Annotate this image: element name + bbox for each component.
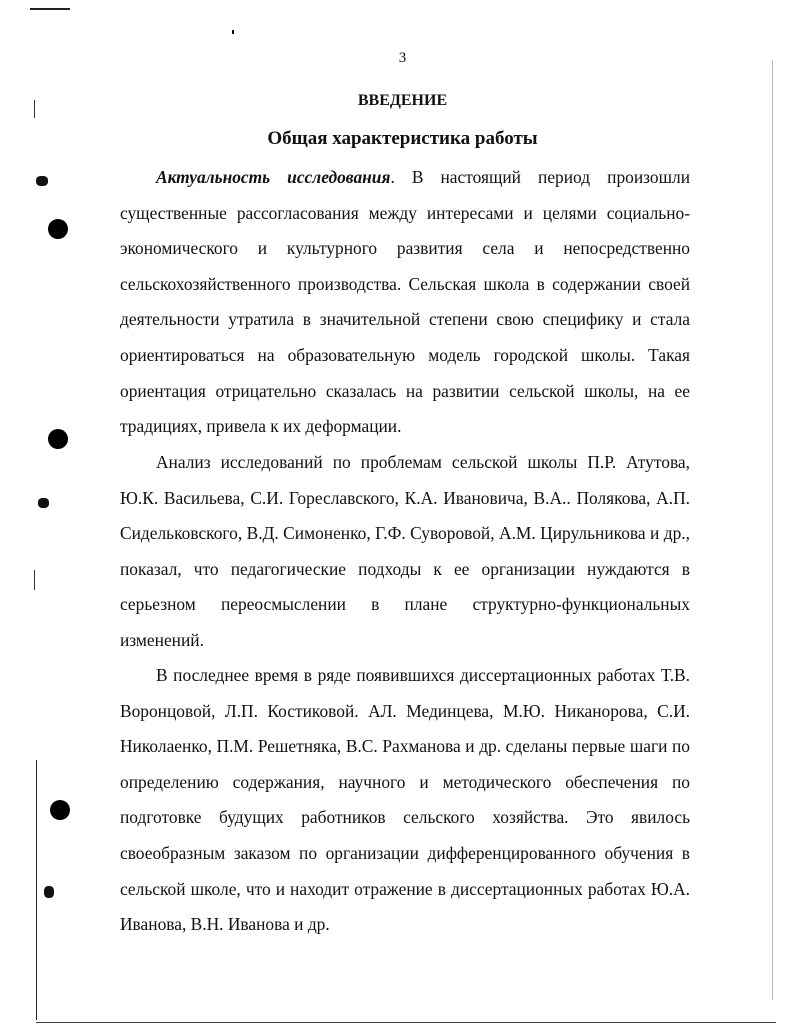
scan-left-edge-lower	[36, 760, 37, 1020]
binding-mark-2	[38, 498, 49, 508]
relevance-lead: Актуальность исследования	[156, 167, 391, 187]
page-number: 3	[398, 50, 407, 66]
dust-speck	[232, 30, 234, 34]
punch-hole-1	[48, 219, 68, 239]
relevance-body: . В настоящий период произошли существенные рассогласования между интересами и целями социально-экономического и культурного развития села и непосредственно сельскохозяйственного производства. Сельская школа в содержании своей деятельности утратила в значительной степени свою специфику и стала ориентироваться на образовательную модель городской школы. Такая ориентация отрицательно сказалась на развитии сельской школы, на ее традициях, привела к их деформации.	[120, 167, 690, 437]
scan-top-border	[30, 8, 70, 10]
paragraph-analysis: Анализ исследований по проблемам сельской школы П.Р. Атутова, Ю.К. Васильева, С.И. Гореславского, К.А. Ивановича, В.А.. Полякова, А.П. Сидельковского, В.Д. Симоненко, Г.Ф. Суворовой, А.М. Цирульникова и др., показал, что педагогические подходы к ее организации нуждаются в серьезном переосмыслении в плане структурно-функциональных изменений.	[120, 452, 690, 650]
paragraph-recent-works: В последнее время в ряде появившихся диссертационных работах Т.В. Воронцовой, Л.П. Костиковой. АЛ. Мединцева, М.Ю. Никанорова, С.И. Николаенко, П.М. Решетняка, В.С. Рахманова и др. сделаны первые шаги по определению содержания, научного и методического обеспечения по подготовке будущих работников сельского хозяйства. Это явилось своеобразным заказом по организации дифференцированного обучения в сельской школе, что и находит отражение в диссертационных работах Ю.А. Иванова, В.Н. Иванова и др.	[120, 665, 690, 935]
binding-mark-1	[36, 176, 48, 186]
page-title: Общая характеристика работы	[267, 128, 538, 149]
scan-bottom-border	[36, 1022, 776, 1023]
scan-right-edge	[772, 60, 773, 1000]
paragraph-relevance	[120, 160, 690, 445]
punch-hole-3	[50, 800, 70, 820]
binding-mark-3	[44, 886, 54, 898]
section-heading: ВВЕДЕНИЕ	[357, 92, 448, 109]
scan-left-edge-mid	[34, 570, 35, 590]
punch-hole-2	[48, 429, 68, 449]
